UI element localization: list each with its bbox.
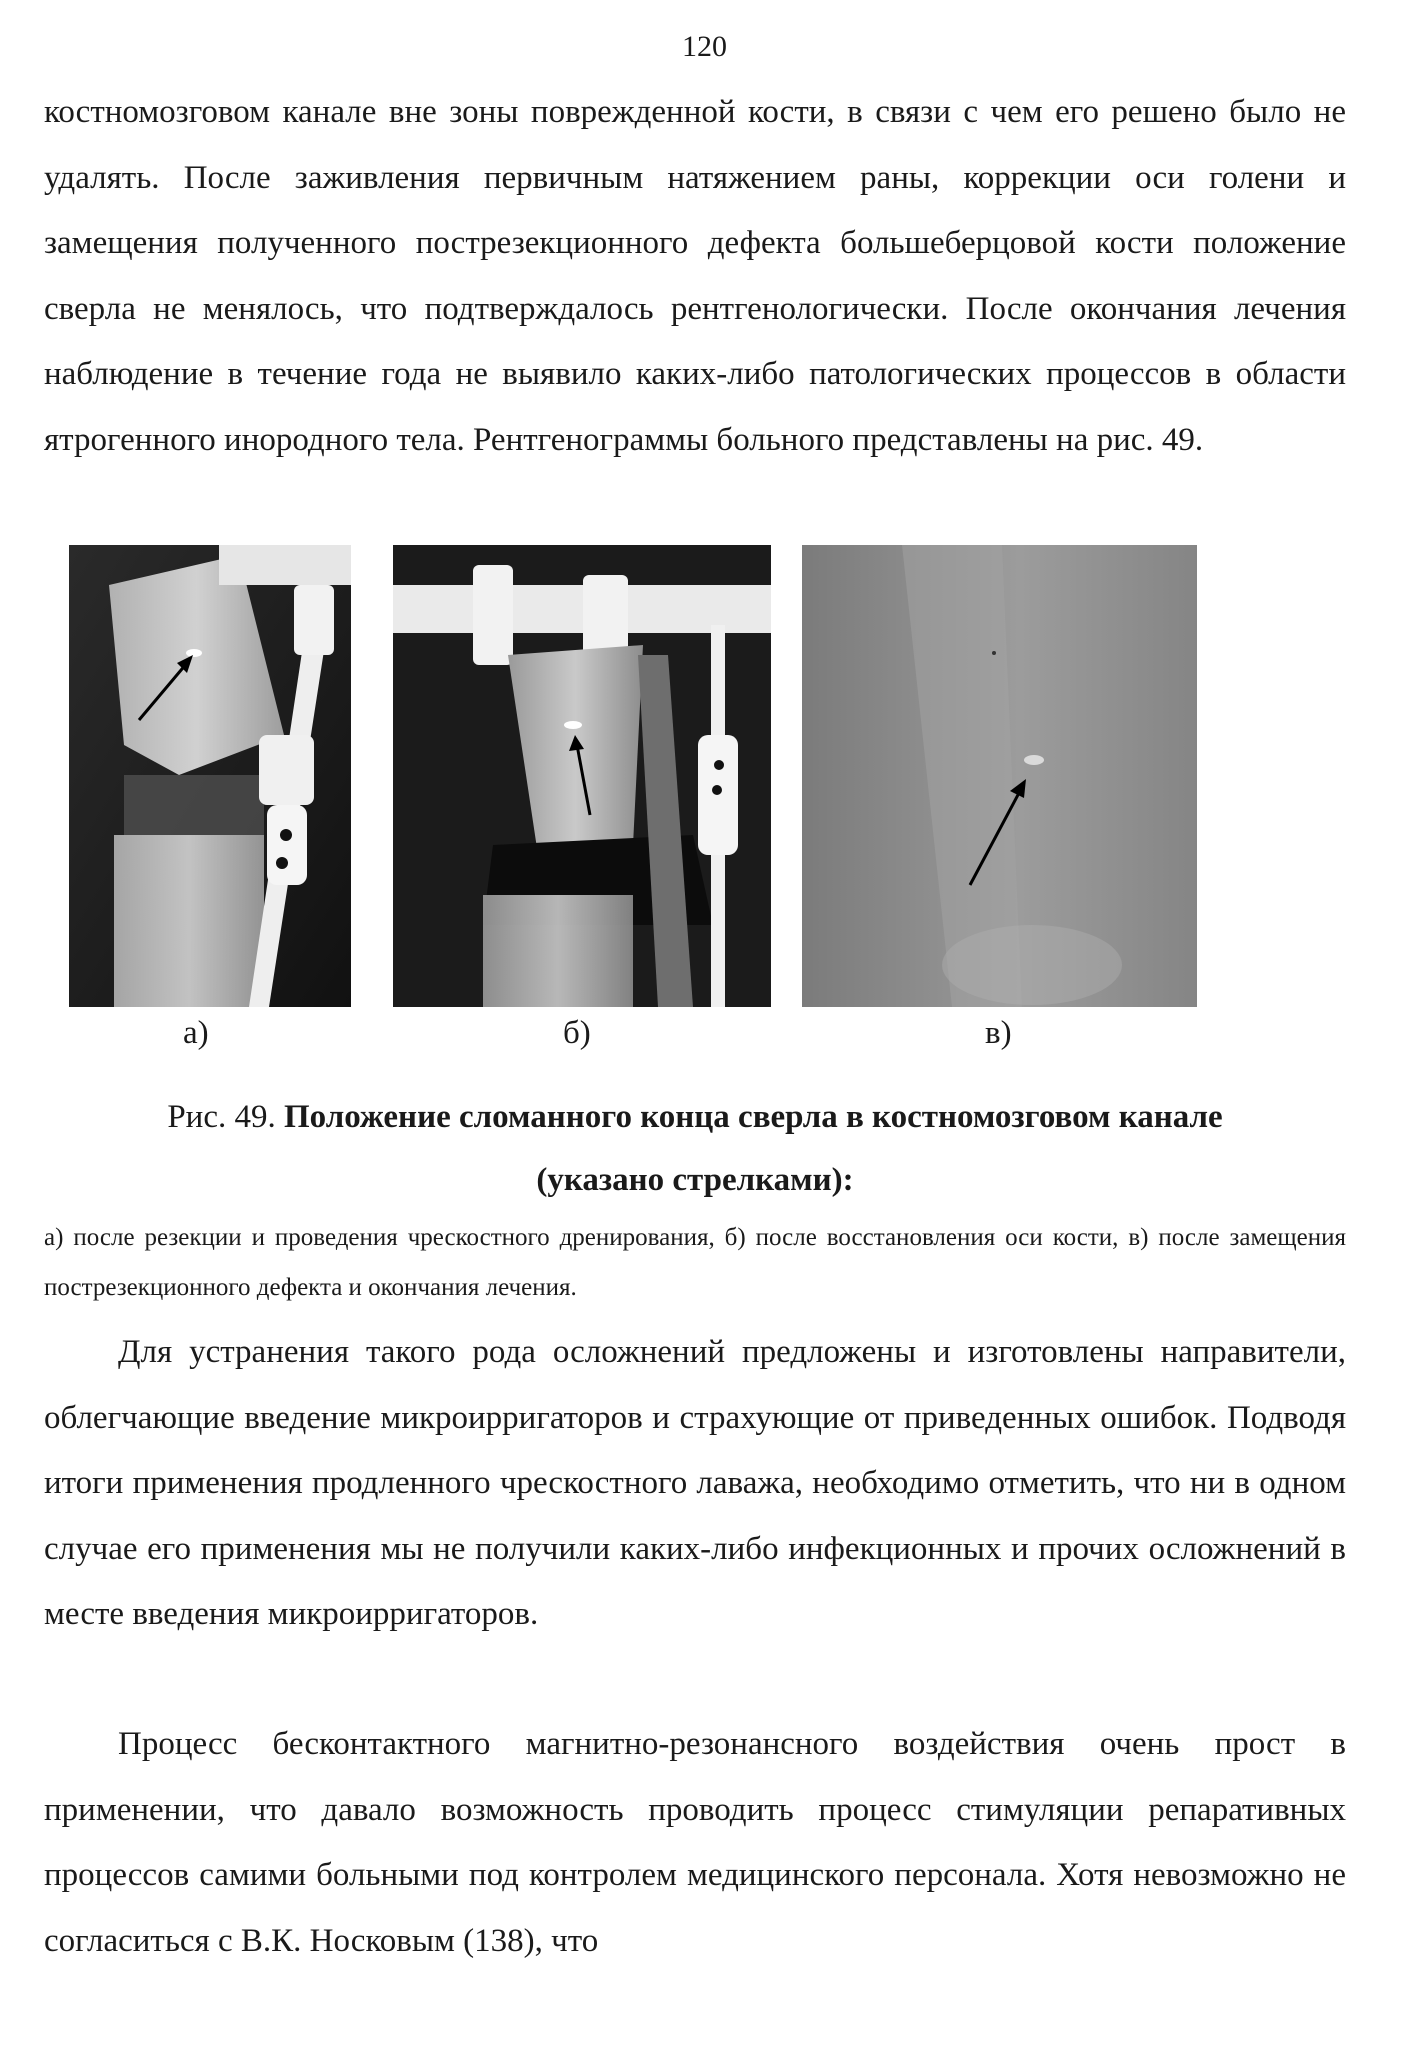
xray-image-b bbox=[393, 545, 771, 1007]
page-number: 120 bbox=[682, 30, 727, 63]
xray-image-c bbox=[802, 545, 1197, 1007]
caption-title-line1: Положение сломанного конца сверла в костномозговом канале bbox=[283, 1099, 1223, 1135]
figure-caption-title bbox=[44, 1085, 1346, 1150]
figure-label-a: а) bbox=[183, 1015, 209, 1051]
xray-image-a bbox=[69, 545, 351, 1007]
figure-caption-title-continued bbox=[44, 1148, 1346, 1213]
paragraph: Для устранения такого рода осложнений предложены и изготовлены направители, облегчающие введение микроирригаторов и страхующие от приведенных ошибок. Подводя итоги применения продленного чрескостного лаважа, необходимо отметить, что ни в одном случае его применения мы не получили каких-либо инфекционных и прочих осложнений в месте введения микроирригаторов. bbox=[44, 1334, 1346, 1632]
figure-label-c: в) bbox=[985, 1015, 1012, 1051]
caption-prefix: Рис. 49. bbox=[167, 1099, 276, 1135]
caption-title-line2: (указано стрелками): bbox=[536, 1162, 854, 1198]
paragraph: Процесс бесконтактного магнитно-резонансного воздействия очень прост в применении, что давало возможность проводить процесс стимуляции репаративных процессов самими больными под контролем медицинского персонала. Хотя невозможно не согласиться с В.К. Носковым (138), что bbox=[44, 1726, 1346, 1959]
paragraph: костномозговом канале вне зоны поврежденной кости, в связи с чем его решено было не удалять. После заживления первичным натяжением раны, коррекции оси голени и замещения полученного пострезекционного дефекта большеберцовой кости положение сверла не менялось, что подтверждалось рентгенологически. После окончания лечения наблюдение в течение года не выявило каких-либо патологических процессов в области ятрогенного инородного тела. Рентгенограммы больного представлены на рис. 49. bbox=[44, 94, 1346, 458]
figure-label-b: б) bbox=[563, 1015, 591, 1051]
figure-caption-note: а) после резекции и проведения чрескостного дренирования, б) после восстановления оси кости, в) после замещения пострезекционного дефекта и окончания лечения. bbox=[44, 1224, 1346, 1301]
